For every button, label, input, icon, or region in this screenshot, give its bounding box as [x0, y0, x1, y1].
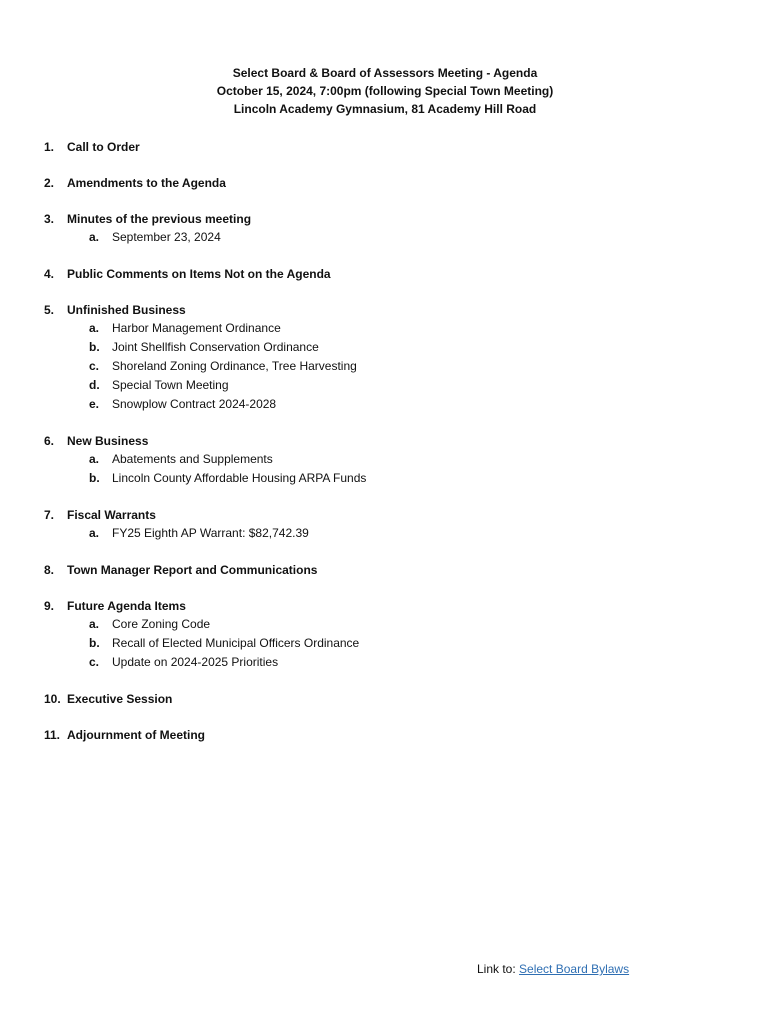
agenda-item	[44, 138, 744, 156]
agenda-subitem-text: FY25 Eighth AP Warrant: $82,742.39	[112, 526, 309, 540]
agenda-item-number: 7.	[44, 508, 55, 522]
agenda-subitem-letter: d.	[89, 378, 100, 392]
agenda-item	[44, 726, 744, 744]
agenda-subitem	[44, 376, 744, 395]
agenda-subitem	[44, 524, 744, 543]
agenda-item-title: Amendments to the Agenda	[67, 176, 226, 190]
agenda-subitem-letter: c.	[89, 359, 100, 373]
select-board-bylaws-link[interactable]: Select Board Bylaws	[519, 962, 630, 976]
agenda-subitem	[44, 653, 744, 672]
agenda-item-heading	[44, 726, 744, 744]
agenda-header	[0, 64, 770, 118]
link-prefix: Link to:	[477, 962, 520, 976]
agenda-subitem-letter: a.	[89, 526, 100, 540]
agenda-item-number: 11.	[44, 728, 61, 742]
agenda-item-heading	[44, 690, 744, 708]
agenda-subitem-text: Shoreland Zoning Ordinance, Tree Harvesting	[112, 359, 357, 373]
agenda-item	[44, 432, 744, 488]
agenda-subitem-letter: a.	[89, 617, 100, 631]
agenda-subitem-letter: a.	[89, 321, 100, 335]
meeting-date: October 15, 2024, 7:00pm (following Special Town Meeting)	[216, 84, 554, 98]
agenda-item-number: 1.	[44, 140, 55, 154]
agenda-item-number: 3.	[44, 212, 55, 226]
bylaws-link-line	[477, 960, 629, 978]
agenda-subitem-text: Abatements and Supplements	[112, 452, 273, 466]
agenda-subitem-text: Joint Shellfish Conservation Ordinance	[112, 340, 319, 354]
agenda-subitem	[44, 450, 744, 469]
agenda-subitem-letter: e.	[89, 397, 100, 411]
agenda-item-heading	[44, 506, 744, 524]
agenda-item-heading	[44, 432, 744, 450]
agenda-item-number: 6.	[44, 434, 55, 448]
agenda-item-heading	[44, 210, 744, 228]
agenda-item-title: Call to Order	[67, 140, 140, 154]
meeting-location: Lincoln Academy Gymnasium, 81 Academy Hill Road	[233, 102, 537, 116]
agenda-subitem-letter: a.	[89, 452, 100, 466]
agenda-item-title: Adjournment of Meeting	[67, 728, 205, 742]
agenda-list	[44, 138, 744, 762]
agenda-subitem	[44, 469, 744, 488]
agenda-subitem	[44, 357, 744, 376]
agenda-subitem-letter: a.	[89, 230, 100, 244]
agenda-item	[44, 506, 744, 543]
agenda-item	[44, 265, 744, 283]
agenda-subitem	[44, 395, 744, 414]
agenda-subitem-text: Snowplow Contract 2024-2028	[112, 397, 277, 411]
agenda-subitem	[44, 228, 744, 247]
agenda-item-title: Minutes of the previous meeting	[67, 212, 252, 226]
agenda-item-number: 10.	[44, 692, 61, 706]
agenda-subitem-text: Recall of Elected Municipal Officers Ordinance	[112, 636, 360, 650]
agenda-item-title: New Business	[67, 434, 149, 448]
agenda-item-title: Fiscal Warrants	[67, 508, 156, 522]
agenda-subitem-text: September 23, 2024	[112, 230, 221, 244]
agenda-item	[44, 301, 744, 414]
agenda-subitem	[44, 338, 744, 357]
agenda-subitem-text: Harbor Management Ordinance	[112, 321, 281, 335]
agenda-item-heading	[44, 174, 744, 192]
agenda-subitem	[44, 634, 744, 653]
agenda-subitem-text: Core Zoning Code	[112, 617, 211, 631]
agenda-item-heading	[44, 597, 744, 615]
agenda-item-heading	[44, 301, 744, 319]
agenda-subitem	[44, 615, 744, 634]
agenda-item-title: Unfinished Business	[67, 303, 186, 317]
agenda-item-number: 9.	[44, 599, 55, 613]
agenda-item-heading	[44, 138, 744, 156]
agenda-subitem-letter: b.	[89, 471, 100, 485]
agenda-subitem-letter: c.	[89, 655, 100, 669]
agenda-item	[44, 597, 744, 672]
agenda-item-title: Future Agenda Items	[67, 599, 186, 613]
agenda-subitem	[44, 319, 744, 338]
agenda-item-number: 4.	[44, 267, 55, 281]
agenda-item	[44, 690, 744, 708]
agenda-subitem-text: Update on 2024-2025 Priorities	[112, 655, 279, 669]
agenda-item-number: 2.	[44, 176, 55, 190]
agenda-item-title: Town Manager Report and Communications	[67, 563, 318, 577]
agenda-item-title: Public Comments on Items Not on the Agenda	[67, 267, 331, 281]
agenda-item	[44, 174, 744, 192]
agenda-item-heading	[44, 561, 744, 579]
meeting-title: Select Board & Board of Assessors Meeting - Agenda	[232, 66, 538, 80]
agenda-subitem-letter: b.	[89, 636, 100, 650]
agenda-item-number: 5.	[44, 303, 55, 317]
agenda-item-title: Executive Session	[67, 692, 173, 706]
agenda-subitem-text: Special Town Meeting	[112, 378, 229, 392]
agenda-item	[44, 561, 744, 579]
agenda-item-heading	[44, 265, 744, 283]
agenda-subitem-letter: b.	[89, 340, 100, 354]
agenda-item	[44, 210, 744, 247]
agenda-item-number: 8.	[44, 563, 55, 577]
agenda-subitem-text: Lincoln County Affordable Housing ARPA Funds	[112, 471, 367, 485]
